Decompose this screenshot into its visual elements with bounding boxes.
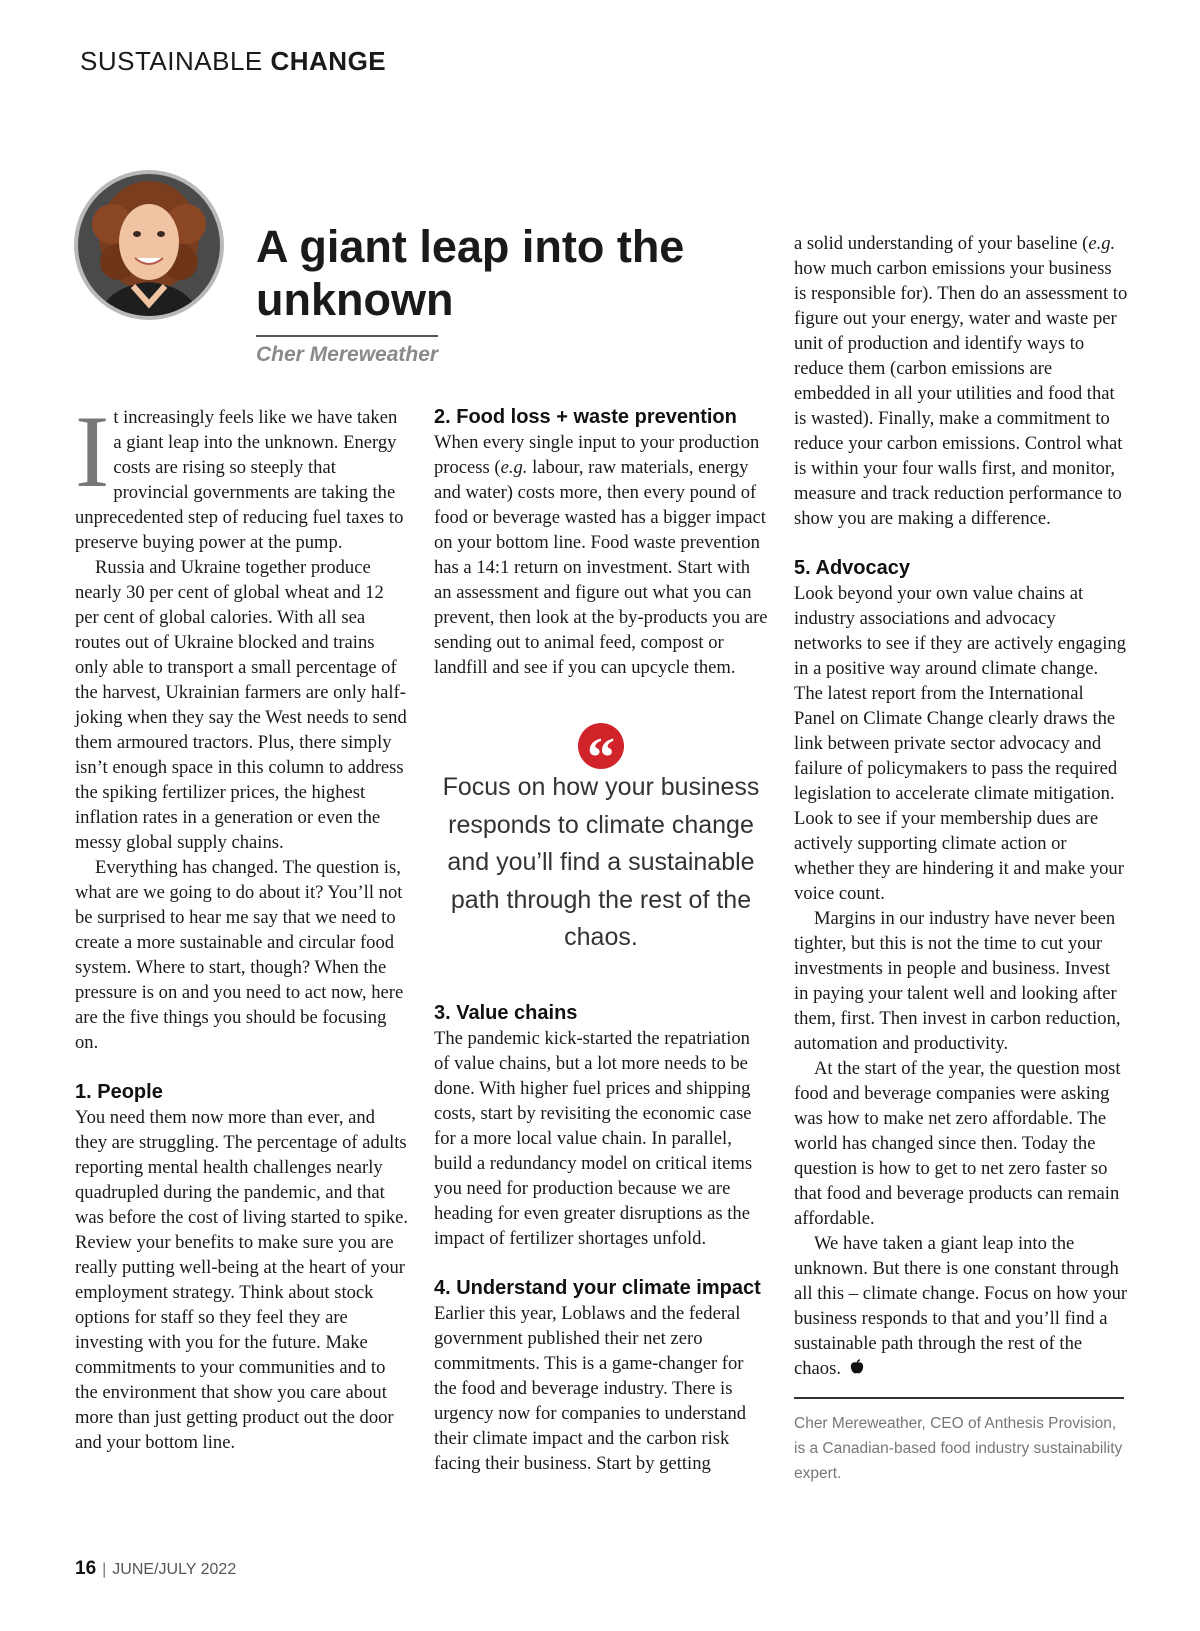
column-2 bbox=[434, 405, 768, 1476]
section-heading-climate-impact: 4. Understand your climate impact bbox=[434, 1276, 761, 1299]
body-text: how much carbon emissions your business is responsible for). Then do an assessment to figure out your energy, water and waste per unit of production and identify ways to reduce them (carbon emissions are embedded in all your utilities and food that is wasted). Finally, make a commitment to reduce your carbon emissions. Control what is within your four walls first, and monitor, measure and track reduction performance to show you are making a difference. bbox=[794, 258, 1128, 529]
author-avatar bbox=[74, 170, 224, 320]
section-label-light: SUSTAINABLE bbox=[80, 46, 271, 76]
closing-text: We have taken a giant leap into the unknown. But there is one constant through all this – climate change. Focus on how your business responds to that and you’ll find a sustainable path through the rest of the chaos. bbox=[794, 1233, 1128, 1379]
column-1 bbox=[75, 395, 409, 1455]
body-emphasis: e.g. bbox=[500, 457, 528, 478]
section-body-food-waste bbox=[434, 430, 768, 680]
spacer bbox=[75, 1055, 409, 1080]
section-heading-value-chains: 3. Value chains bbox=[434, 1001, 578, 1024]
quote-mark-icon: “ bbox=[578, 723, 624, 769]
intro-paragraph-3: Everything has changed. The question is, what are we going to do about it? You’ll not be surprised to hear me say that we need to create a more sustainable and circular food system. Where to start, though? When the pressure is on and you need to act now, here are the five things you should be focusing on. bbox=[75, 857, 404, 1053]
column-3 bbox=[794, 231, 1128, 1486]
author-photo bbox=[78, 174, 220, 316]
spacer bbox=[434, 680, 768, 723]
section-body-people: You need them now more than ever, and they are struggling. The percentage of adults reporting mental health challenges nearly quadrupled during the pandemic, and that was before the cost of living started to spike. Review your benefits to make sure you are really putting well-being at the heart of your employment strategy. Think about stock options for staff so they feel they are investing with you for the future. Make commitments to your communities and to the environment that show you care about more than just getting product out the door and your bottom line. bbox=[75, 1107, 409, 1453]
body-text: labour, raw materials, energy and water) costs more, then every pound of food or beverage wasted has a bigger impact on your bottom line. Food waste prevention has a 14:1 return on investment. Start with an assessment and figure out what you can prevent, then look at the by-products you are sending out to animal feed, compost or landfill and see if you can upcycle them. bbox=[434, 457, 768, 678]
spacer bbox=[794, 531, 1128, 556]
intro-text-1: t increasingly feels like we have taken a giant leap into the unknown. Energy costs are rising so steeply that provincial governments are taking the unprecedented step of reducing fuel taxes to preserve buying power at the pump. bbox=[75, 407, 404, 553]
section-heading-food-waste: 2. Food loss + waste prevention bbox=[434, 406, 737, 428]
section-body-value-chains: The pandemic kick-started the repatriation of value chains, but a lot more needs to be done. With higher fuel prices and shipping costs, start by revisiting the economic case for a more local value chain. In parallel, build a redundancy model on critical items you need for production because we are heading for even greater disruptions as the impact of fertilizer shortages unfold. bbox=[434, 1027, 753, 1249]
body-text: When every single input to your production process ( bbox=[434, 432, 760, 478]
pull-quote: Focus on how your business responds to climate change and you’ll find a sustainable path through the rest of the chaos. bbox=[442, 773, 760, 951]
intro-paragraph-2: Russia and Ukraine together produce nearly 30 per cent of global wheat and 12 per cent of global calories. With all sea routes out of Ukraine blocked and trains only able to transport a small percentage of the harvest, Ukrainian farmers are only half-joking when they say the West needs to send them armoured tractors. Plus, there simply isn’t enough space in this column to address the spiking fertilizer prices, the highest inflation rates in a generation or even the messy global supply chains. bbox=[75, 557, 407, 853]
closing-paragraph-2: At the start of the year, the question most food and beverage companies were asking was how to make net zero affordable. The world has changed since then. Today the question is how to get to net zero faster so that food and beverage products can remain affordable. bbox=[794, 1058, 1121, 1229]
body-text: a solid understanding of your baseline ( bbox=[794, 233, 1089, 254]
section-label-bold: CHANGE bbox=[270, 46, 387, 76]
section-label bbox=[80, 46, 386, 77]
author-bio: Cher Mereweather, CEO of Anthesis Provision, is a Canadian-based food industry sustainability expert. bbox=[794, 1415, 1123, 1482]
page-footer bbox=[75, 1558, 236, 1580]
body-emphasis: e.g. bbox=[1088, 233, 1116, 254]
spacer bbox=[434, 1251, 768, 1276]
page-number: 16 bbox=[75, 1558, 97, 1579]
bio-rule bbox=[794, 1397, 1124, 1399]
headline: A giant leap into the unknown bbox=[256, 221, 685, 325]
section-body-climate-impact-continued bbox=[794, 231, 1128, 531]
byline: Cher Mereweather bbox=[256, 343, 439, 366]
closing-paragraph-3 bbox=[794, 1231, 1128, 1381]
apple-icon bbox=[849, 1359, 865, 1375]
section-heading-advocacy: 5. Advocacy bbox=[794, 557, 910, 579]
spacer bbox=[434, 957, 768, 1001]
closing-paragraph-1: Margins in our industry have never been tighter, but this is not the time to cut your investments in people and business. Invest in paying your talent well and looking after them, first. Then invest in carbon reduction, automation and productivity. bbox=[794, 908, 1121, 1054]
issue-date: JUNE/JULY 2022 bbox=[112, 1561, 237, 1578]
section-body-climate-impact: Earlier this year, Loblaws and the federal government published their net zero commitments. This is a game-changer for the food and beverage industry. There is urgency now for companies to understand their climate impact and the carbon risk facing their business. Start by getting bbox=[434, 1302, 747, 1474]
intro-paragraph-1 bbox=[75, 395, 409, 555]
footer-separator: | bbox=[102, 1561, 107, 1578]
byline-rule bbox=[256, 335, 438, 337]
section-heading-people: 1. People bbox=[75, 1081, 163, 1103]
drop-cap: I bbox=[75, 395, 110, 509]
section-body-advocacy: Look beyond your own value chains at industry associations and advocacy networks to see if they are actively engaging in a positive way around climate change. The latest report from the International Panel on Climate Change clearly draws the link between private sector advocacy and failure of policymakers to pass the required legislation to accelerate climate mitigation. Look to see if your membership dues are actively supporting climate action or whether they are hindering it and make your voice count. bbox=[794, 583, 1126, 904]
